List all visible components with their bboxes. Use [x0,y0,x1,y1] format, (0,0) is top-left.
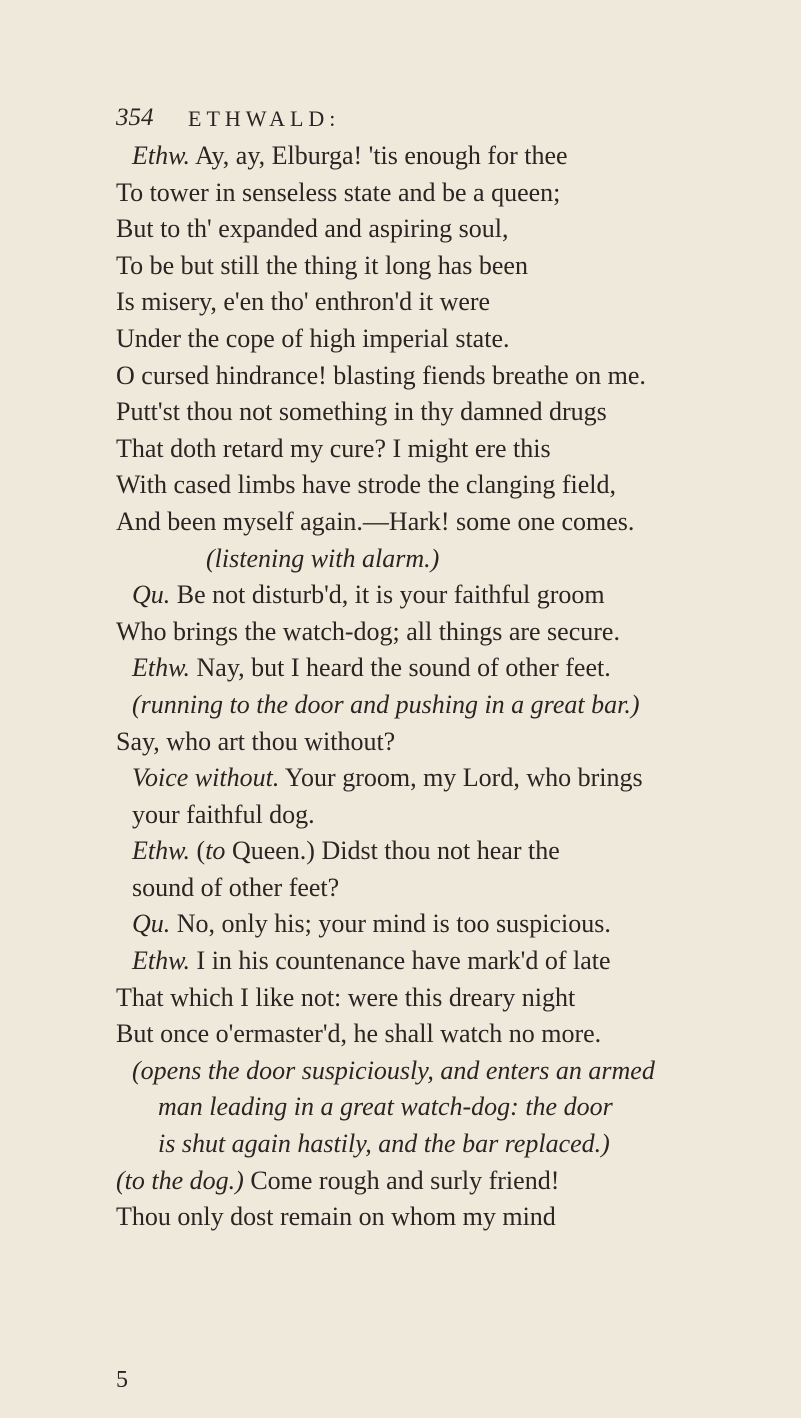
line-text: Ay, ay, Elburga! 'tis enough for thee [190,141,568,170]
speaker-name: Ethw. [132,141,191,170]
text-line [116,1089,716,1126]
text-line [116,504,716,541]
text-line [116,943,716,980]
line-text: Come rough and surly friend! [243,1165,560,1195]
line-text: With cased limbs have strode the clanging field, [116,470,617,500]
text-line [116,1126,716,1163]
line-text: sound of other feet? [132,872,340,902]
line-text: Putt'st thou not something in thy damned drugs [116,397,607,427]
line-text: To tower in senseless state and be a queen; [116,177,561,207]
line-text: Under the cope of high imperial state. [116,323,510,353]
stage-direction: to [205,836,226,866]
text-line [116,358,716,395]
speaker-name: Ethw. [132,653,191,683]
text-line [116,321,716,358]
line-text: Who brings the watch-dog; all things are secure. [116,616,620,646]
line-text: Thou only dost remain on whom my mind [116,1202,556,1232]
text-line [116,870,716,907]
play-text [116,138,716,1236]
signature-mark: 5 [116,1367,128,1393]
page-number: 354 [116,104,154,131]
text-line [116,211,716,248]
stage-direction: is shut again hastily, and the bar replaced.) [158,1129,610,1159]
text-line [116,614,716,651]
text-line [116,797,716,834]
line-text: But to th' expanded and aspiring soul, [116,214,509,244]
line-text: Say, who art thou without? [116,726,396,756]
stage-direction: man leading in a great watch-dog: the door [158,1092,613,1122]
text-line [116,724,716,761]
text-line [116,687,716,724]
line-text: That which I like not: were this dreary night [116,982,576,1012]
stage-direction: (opens the door suspiciously, and enters an armed [132,1055,655,1085]
line-text: I in his countenance have mark'd of late [190,946,611,976]
text-line [116,431,716,468]
text-line [116,138,716,175]
text-line [116,248,716,285]
line-text: That doth retard my cure? I might ere this [116,433,551,463]
speaker-name: Ethw. [132,836,191,866]
stage-direction: (running to the door and pushing in a great bar.) [132,689,640,719]
text-line [116,1053,716,1090]
text-line [116,394,716,431]
text-line [116,541,716,578]
line-text: Be not disturb'd, it is your faithful groom [170,580,605,610]
line-text: Is misery, e'en tho' enthron'd it were [116,287,491,317]
page-header [116,104,696,140]
line-text: But once o'ermaster'd, he shall watch no more. [116,1019,602,1049]
line-text: And been myself again.—Hark! some one comes. [116,506,635,536]
text-line [116,1016,716,1053]
speaker-name: Qu. [132,580,171,610]
line-text: To be but still the thing it long has been [116,250,528,280]
text-line [116,467,716,504]
line-text: your faithful dog. [132,799,315,829]
text-line [116,175,716,212]
text-line [116,1163,716,1200]
running-head: ETHWALD: [188,106,341,131]
line-text: ( [190,836,206,866]
line-text: Nay, but I heard the sound of other feet. [190,653,611,683]
line-text: Your groom, my Lord, who brings [279,763,643,793]
text-line [116,577,716,614]
stage-direction: (listening with alarm.) [206,543,440,573]
line-text: O cursed hindrance! blasting fiends breathe on me. [116,360,646,390]
speaker-name: Ethw. [132,946,191,976]
line-text: No, only his; your mind is too suspicious. [170,909,611,939]
text-line [116,906,716,943]
line-text: Queen.) Didst thou not hear the [225,836,560,866]
text-line [116,833,716,870]
speaker-name: Qu. [132,909,171,939]
text-line [116,650,716,687]
text-line [116,1199,716,1236]
stage-direction: (to the dog.) [116,1165,244,1195]
text-line [116,284,716,321]
text-line [116,980,716,1017]
text-line [116,760,716,797]
speaker-name: Voice without. [132,763,280,793]
